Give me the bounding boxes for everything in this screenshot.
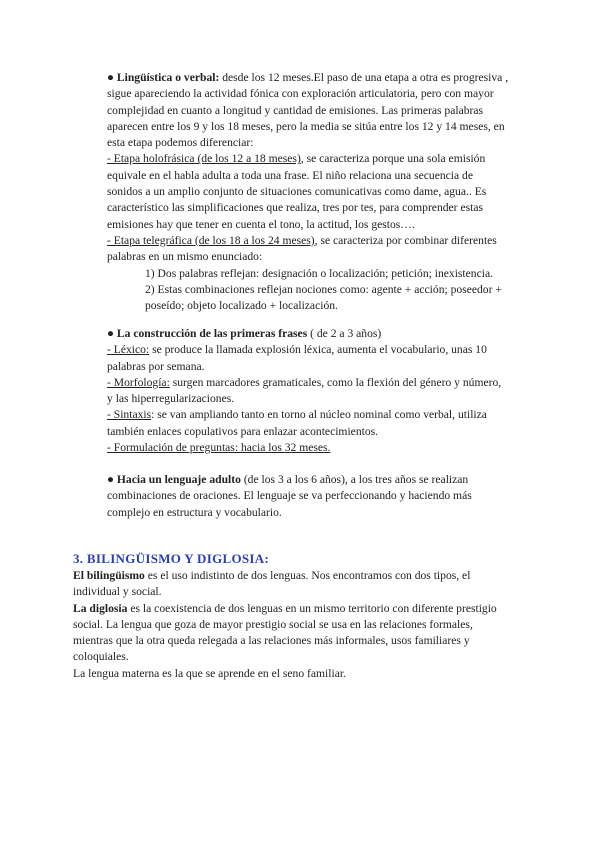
bullet: ● [107, 473, 117, 486]
paragraph-line: ● Lingüística o verbal: desde los 12 meses.El paso de una etapa a otra es progresiva , [107, 71, 509, 84]
section-heading: 3. BILINGÜISMO Y DIGLOSIA: [73, 551, 270, 566]
stage-title: Lingüística o verbal: [116, 71, 220, 84]
linguistic-stage-section [107, 70, 531, 314]
questions-item [107, 440, 531, 456]
syntax-item: - Sintaxis: se van ampliando tanto en torno al núcleo nominal como verbal, utiliza [107, 408, 487, 422]
paragraph-line: social. La lengua que goza de mayor prestigio social se usa en las relaciones formales, [73, 617, 473, 631]
bullet: ● [107, 71, 117, 84]
bullet: ● [107, 327, 117, 340]
paragraph-line: complejo en estructura y vocabulario. [107, 505, 282, 519]
morphology-item: - Morfología: surgen marcadores gramaticales, como la flexión del género y número, [107, 375, 502, 389]
bilingualism-section [73, 568, 533, 682]
lexicon-label: - Léxico: [107, 343, 150, 357]
term: El bilingüismo [73, 569, 145, 582]
morphology-label: - Morfología: [107, 375, 170, 389]
paragraph-line: esta etapa podemos diferenciar: [107, 136, 254, 150]
paragraph-line: palabras por semana. [107, 359, 205, 373]
syntax-label: - Sintaxis [107, 408, 152, 422]
term: La diglosia [73, 601, 128, 615]
paragraph-line: característico las simplificaciones que realiza, tres por tes, para comprender estas [107, 201, 483, 215]
bilingualism-definition: El bilingüismo es el uso indistinto de dos lenguas. Nos encontramos con dos tipos, el [73, 569, 471, 582]
paragraph-line: individual y social. [73, 585, 162, 599]
paragraph-line: equivale en el habla adulta a toda una frase. El niño relaciona una secuencia de [107, 168, 473, 182]
telegraphic-stage: - Etapa telegráfica (de los 18 a los 24 meses), se caracteriza por combinar diferentes [107, 233, 497, 247]
numbered-item-1: 1) Dos palabras reflejan: designación o localización; petición; inexistencia. [145, 266, 494, 280]
section-title: Hacia un lenguaje adulto [116, 473, 241, 486]
paragraph-line: sigue apareciendo la actividad fónica con exploración articulatoria, pero con mayor [107, 87, 494, 101]
diglossia-definition: La diglosia es la coexistencia de dos lenguas en un mismo territorio con diferente prestigio [73, 601, 497, 615]
paragraph-line: también enlaces copulativos para enlazar acontecimientos. [107, 424, 379, 438]
numbered-item-2: 2) Estas combinaciones reflejan nociones como: agente + acción; poseedor + [145, 282, 502, 296]
adult-language-section [107, 472, 531, 521]
section-title-line: ● Hacia un lenguaje adulto (de los 3 a los 6 años), a los tres años se realizan [107, 473, 469, 486]
section-title-line: ● La construcción de las primeras frases ( de 2 a 3 años) [107, 327, 382, 340]
paragraph-line: coloquiales. [73, 650, 129, 664]
paragraph-line: sonidos a un amplio conjunto de situaciones comunicativas como dame, agua.. Es [107, 185, 487, 199]
paragraph-line: mientras que la otra queda relegada a las relaciones más informales, usos familiares y [73, 634, 470, 648]
mother-tongue-definition: La lengua materna es la que se aprende en el seno familiar. [73, 666, 346, 680]
holophrastic-stage: - Etapa holofrásica (de los 12 a 18 meses), se caracteriza porque una sola emisión [107, 152, 486, 166]
questions-label: - Formulación de preguntas: hacia los 32 meses. [107, 441, 331, 455]
first-sentences-section [107, 326, 531, 456]
telegraphic-label: - Etapa telegráfica (de los 18 a los 24 meses) [107, 233, 315, 247]
paragraph-line: complejidad en cuanto a longitud y cantidad de emisiones. Las primeras palabras [107, 103, 484, 117]
paragraph-line: combinaciones de oraciones. El lenguaje se va perfeccionando y haciendo más [107, 489, 472, 503]
holophrastic-label: - Etapa holofrásica (de los 12 a 18 meses) [107, 152, 301, 166]
paragraph-line: emisiones hay que tener en cuenta el tono, la actitud, los gestos…. [107, 217, 415, 231]
section-title: La construcción de las primeras frases [116, 327, 308, 340]
paragraph-line: aparecen entre los 9 y los 18 meses, pero la media se sitúa entre los 12 y 14 meses, en [107, 119, 505, 133]
paragraph-line: y las hiperregularizaciones. [107, 392, 235, 406]
numbered-item-2-cont: poseído; objeto localizado + localización. [145, 299, 338, 313]
paragraph-line: palabras en un mismo enunciado: [107, 250, 263, 264]
lexicon-item: - Léxico: se produce la llamada explosión léxica, aumenta el vocabulario, unas 10 [107, 343, 487, 357]
